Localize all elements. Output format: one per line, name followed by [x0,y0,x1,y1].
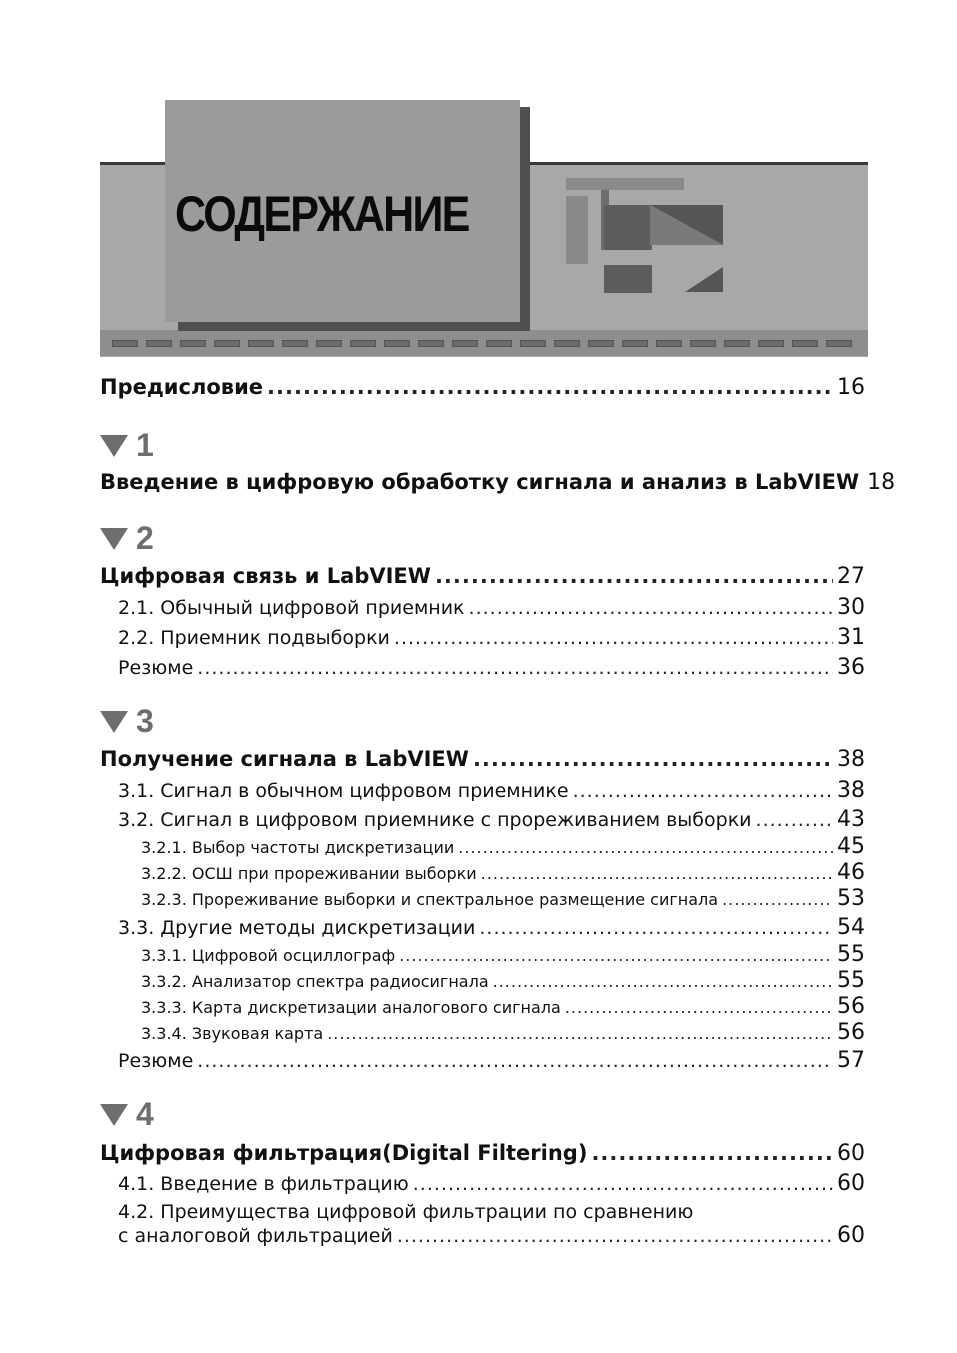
toc-leader-dots [267,377,833,398]
deco-block-light [566,178,684,190]
toc-entry-page: 38 [837,747,865,772]
chapter-triangle-icon [100,528,128,550]
chapter-number: 4 [136,1096,154,1132]
toc-entry-3-2[interactable] [118,809,865,831]
toc-entry-title: 3.1. Сигнал в обычном цифровом приемнике [118,780,569,802]
toc-leader-dots [469,599,833,618]
toc-entry-title-row2 [118,1224,865,1248]
toc-entry-3-3[interactable] [118,917,865,939]
deco-arrow-graphic [650,205,725,295]
toc-entry-page: 60 [837,1141,865,1166]
banner-dash [452,340,478,347]
toc-entry-chapter-2[interactable] [100,566,865,588]
toc-entry-title: 3.2.3. Прореживание выборки и спектральное размещение сигнала [141,890,719,909]
toc-entry-title: Получение сигнала в LabVIEW [100,747,469,771]
toc-entry-page: 45 [837,834,865,859]
toc-entry-chapter-1[interactable] [100,470,896,495]
toc-entry-2-summary[interactable] [118,657,865,679]
banner-dash [418,340,444,347]
toc-entry-3-3-1[interactable] [141,944,865,966]
toc-entry-3-3-4[interactable] [141,1022,865,1044]
toc-leader-dots [756,811,833,830]
toc-entry-title-line2: с аналоговой фильтрацией [118,1225,393,1247]
toc-entry-3-2-2[interactable] [141,862,865,884]
chapter-marker-1 [100,427,154,464]
toc-entry-title: 3.2.1. Выбор частоты дискретизации [141,838,455,857]
banner-dash [792,340,818,347]
toc-entry-4-2[interactable] [118,1201,865,1248]
toc-entry-title: Цифровая связь и LabVIEW [100,564,431,588]
toc-entry-page: 56 [837,994,865,1019]
toc-entry-3-3-2[interactable] [141,970,865,992]
banner-dash [826,340,852,347]
toc-entry-title: 2.2. Приемник подвыборки [118,627,390,649]
toc-entry-page: 30 [837,595,865,620]
toc-entry-3-3-3[interactable] [141,996,865,1018]
toc-entry-preface[interactable] [100,377,865,399]
banner-dash [316,340,342,347]
toc-entry-page: 36 [837,655,865,680]
chapter-number: 1 [136,427,154,463]
toc-entry-title: 4.1. Введение в фильтрацию [118,1173,409,1195]
toc-leader-dots [573,782,833,801]
banner-dash [214,340,240,347]
banner-dash [384,340,410,347]
toc-entry-title: 3.3.3. Карта дискретизации аналогового сигнала [141,998,561,1017]
banner-dash [690,340,716,347]
banner-dash [520,340,546,347]
banner-dash [180,340,206,347]
toc-entry-2-1[interactable] [118,597,865,619]
toc-leader-dots [722,892,833,908]
toc-leader-dots [565,1000,833,1016]
chapter-triangle-icon [100,711,128,733]
page-title: СОДЕРЖАНИЕ [175,186,469,242]
toc-entry-3-1[interactable] [118,780,865,802]
toc-entry-page: 57 [837,1048,865,1073]
deco-block-tall [566,196,588,264]
chapter-marker-2 [100,520,154,557]
toc-entry-title: 3.2. Сигнал в цифровом приемнике с прореживанием выборки [118,809,752,831]
toc-entry-page: 55 [837,968,865,993]
toc-entry-title: Резюме [118,1050,194,1072]
toc-entry-page: 43 [837,807,865,832]
toc-entry-page: 54 [837,915,865,940]
toc-entry-chapter-3[interactable] [100,749,865,771]
banner-dash [350,340,376,347]
banner-dash [656,340,682,347]
banner-dash [248,340,274,347]
toc-entry-page: 55 [837,942,865,967]
toc-entry-3-summary[interactable] [118,1050,865,1072]
banner-dash [724,340,750,347]
banner-dash [146,340,172,347]
toc-leader-dots [413,1175,833,1194]
toc-leader-dots [394,629,833,648]
toc-entry-4-1[interactable] [118,1173,865,1195]
toc-entry-page: 46 [837,860,865,885]
toc-leader-dots [399,948,833,964]
toc-leader-dots [197,1052,833,1071]
toc-leader-dots [591,1143,833,1164]
toc-entry-title: Резюме [118,657,194,679]
chapter-marker-3 [100,703,154,740]
toc-entry-title: Введение в цифровую обработку сигнала и анализ в LabVIEW [100,470,860,494]
toc-entry-page: 53 [837,886,865,911]
chapter-marker-4 [100,1096,154,1133]
banner-dash [112,340,138,347]
chapter-number: 2 [136,520,154,556]
banner-dash [622,340,648,347]
toc-entry-title: 3.3.1. Цифровой осциллограф [141,946,396,965]
deco-block-dark [604,205,652,250]
toc-entry-page: 18 [867,470,896,495]
toc-entry-3-2-3[interactable] [141,888,865,910]
toc-entry-title: Цифровая фильтрация(Digital Filtering) [100,1141,588,1165]
toc-entry-3-2-1[interactable] [141,836,865,858]
toc-leader-dots [493,974,833,990]
toc-entry-page: 56 [837,1020,865,1045]
toc-leader-dots [473,749,833,770]
banner-dash [554,340,580,347]
toc-entry-page: 31 [837,625,865,650]
toc-leader-dots [479,919,833,938]
chapter-triangle-icon [100,1104,128,1126]
toc-entry-page: 60 [837,1223,865,1248]
banner-dash [588,340,614,347]
toc-entry-title: 3.3.2. Анализатор спектра радиосигнала [141,972,489,991]
toc-entry-title: 3.3.4. Звуковая карта [141,1024,324,1043]
toc-leader-dots [197,659,833,678]
banner-dash [758,340,784,347]
toc-entry-title: 3.2.2. ОСШ при прореживании выборки [141,864,477,883]
toc-leader-dots [397,1225,833,1248]
chapter-number: 3 [136,703,154,739]
toc-entry-2-2[interactable] [118,627,865,649]
toc-leader-dots [327,1026,833,1042]
toc-entry-title: 2.1. Обычный цифровой приемник [118,597,465,619]
toc-leader-dots [458,840,833,856]
toc-entry-title: Предисловие [100,375,264,399]
toc-leader-dots [435,566,833,587]
toc-leader-dots [481,866,833,882]
toc-entry-page: 60 [837,1171,865,1196]
toc-entry-page: 38 [837,778,865,803]
toc-entry-page: 27 [837,564,865,589]
deco-block-dark-small [604,265,652,293]
toc-entry-page: 16 [837,375,865,400]
toc-entry-chapter-4[interactable] [100,1143,865,1165]
chapter-triangle-icon [100,435,128,457]
toc-entry-title: 3.3. Другие методы дискретизации [118,917,476,939]
banner-dash [486,340,512,347]
banner-dash [282,340,308,347]
toc-entry-title-line1: 4.2. Преимущества цифровой фильтрации по сравнению [118,1201,694,1223]
